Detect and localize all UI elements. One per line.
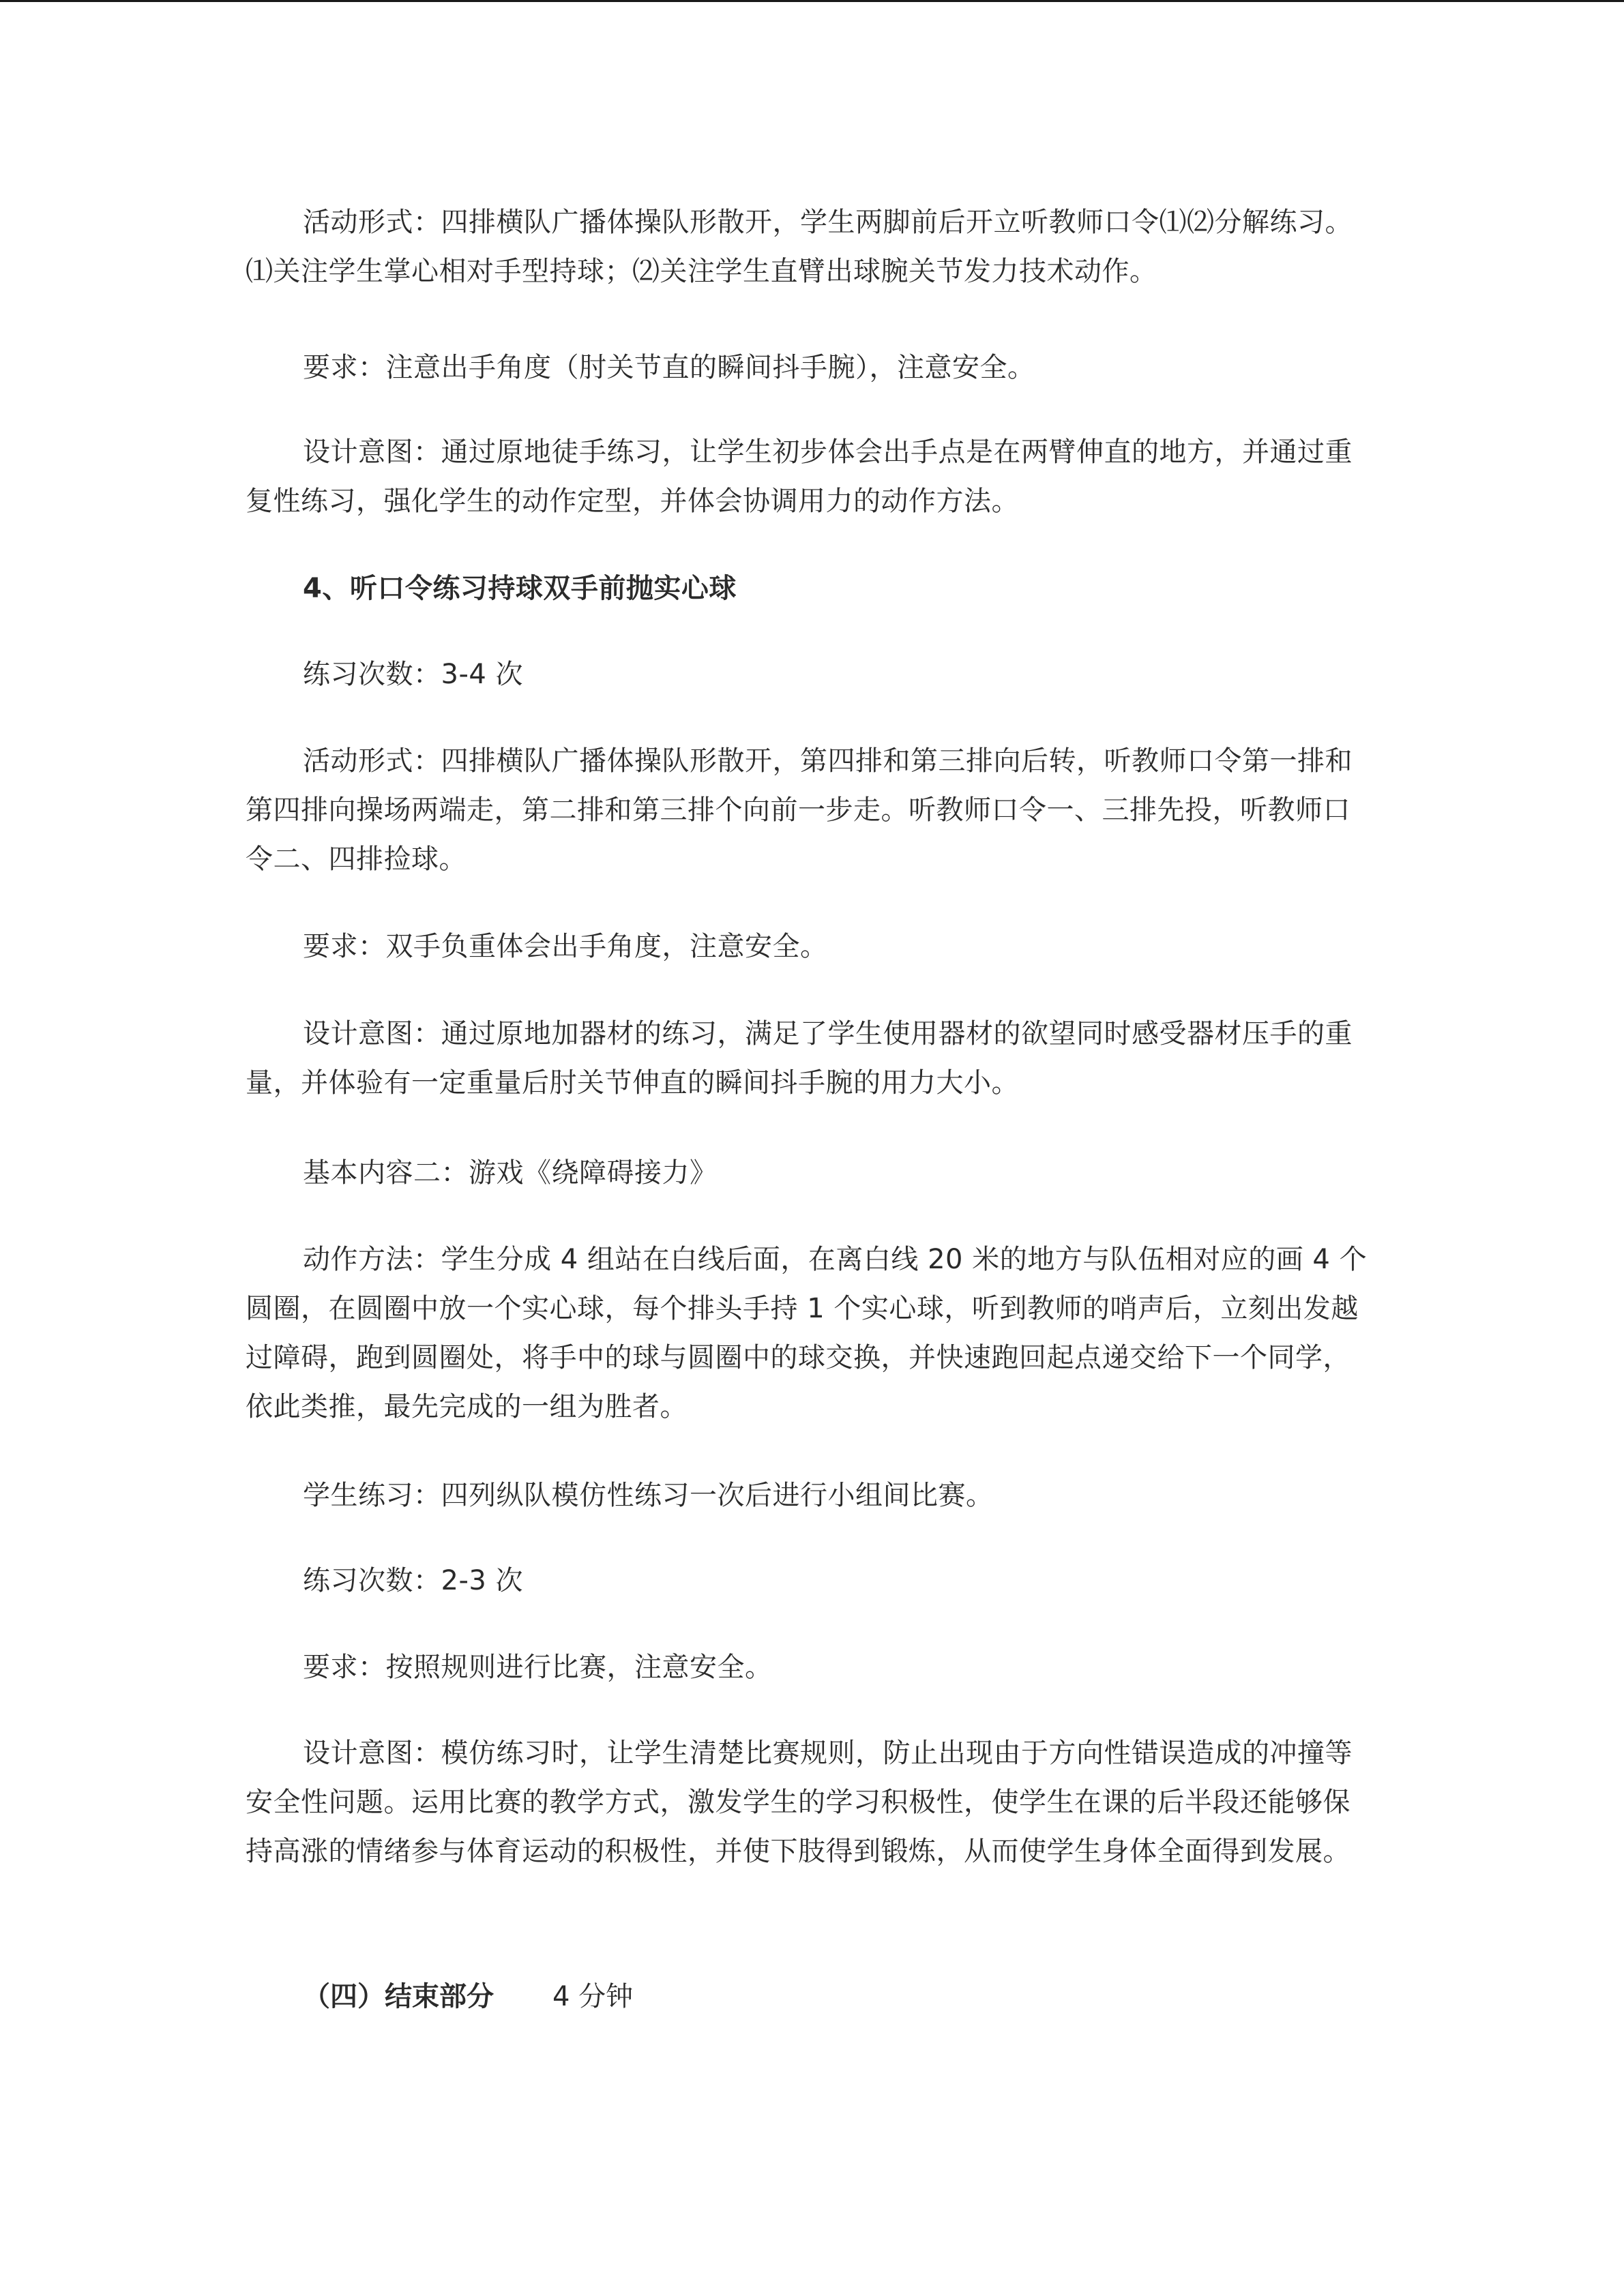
paragraph-requirement-3: 要求：按照规则进行比赛，注意安全。 xyxy=(303,1652,773,1683)
paragraph-student-practice: 学生练习：四列纵队模仿性练习一次后进行小组间比赛。 xyxy=(303,1480,994,1511)
paragraph-requirement-1: 要求：注意出手角度（肘关节直的瞬间抖手腕），注意安全。 xyxy=(303,352,1035,383)
paragraph-design-intent-2: 设计意图：通过原地加器材的练习，满足了学生使用器材的欲望同时感受器材压手的重量，并体验有一定重量后肘关节伸直的瞬间抖手腕的用力大小。 xyxy=(246,1018,1353,1099)
paragraph-practice-count-2: 练习次数：2-3 次 xyxy=(303,1565,524,1596)
paragraph-design-intent-3: 设计意图：模仿练习时，让学生清楚比赛规则，防止出现由于方向性错误造成的冲撞等安全性问题。运用比赛的教学方式，激发学生的学习积极性，使学生在课的后半段还能够保持高涨的情绪参与体育运动的积极性，并使下肢得到锻炼，从而使学生身体全面得到发展。 xyxy=(246,1738,1353,1867)
paragraph-activity-form-1: 活动形式：四排横队广播体操队形散开，学生两脚前后开立听教师口令⑴⑵分解练习。⑴关注学生掌心相对手型持球；⑵关注学生直臂出球腕关节发力技术动作。 xyxy=(246,207,1353,287)
end-part-label: （四）结束部分 xyxy=(303,1981,494,2012)
paragraph-requirement-2: 要求：双手负重体会出手角度，注意安全。 xyxy=(303,931,828,962)
section-heading-4: 4、听口令练习持球双手前抛实心球 xyxy=(303,573,737,604)
paragraph-action-method: 动作方法：学生分成 4 组站在白线后面，在离白线 20 米的地方与队伍相对应的画 4 个圆圈，在圆圈中放一个实心球，每个排头手持 1 个实心球，听到教师的哨声后，立刻出发越过障碍，跑到圆圈处，将手中的球与圆圈中的球交换，并快速跑回起点递交给下一个同学，依此类推，最先完成的一组为胜者。 xyxy=(246,1244,1368,1422)
top-border-line xyxy=(0,0,1624,2)
section-heading-end-part xyxy=(303,1972,633,2021)
paragraph-design-intent-1: 设计意图：通过原地徒手练习，让学生初步体会出手点是在两臂伸直的地方，并通过重复性练习，强化学生的动作定型，并体会协调用力的动作方法。 xyxy=(246,436,1353,517)
paragraph-activity-form-2: 活动形式：四排横队广播体操队形散开，第四排和第三排向后转，听教师口令第一排和第四排向操场两端走，第二排和第三排个向前一步走。听教师口令一、三排先投，听教师口令二、四排捡球。 xyxy=(246,745,1353,875)
end-part-duration: 4 分钟 xyxy=(552,1981,634,2012)
paragraph-basic-content-2: 基本内容二：游戏《绕障碍接力》 xyxy=(303,1157,718,1189)
paragraph-practice-count-1: 练习次数：3-4 次 xyxy=(303,659,524,690)
